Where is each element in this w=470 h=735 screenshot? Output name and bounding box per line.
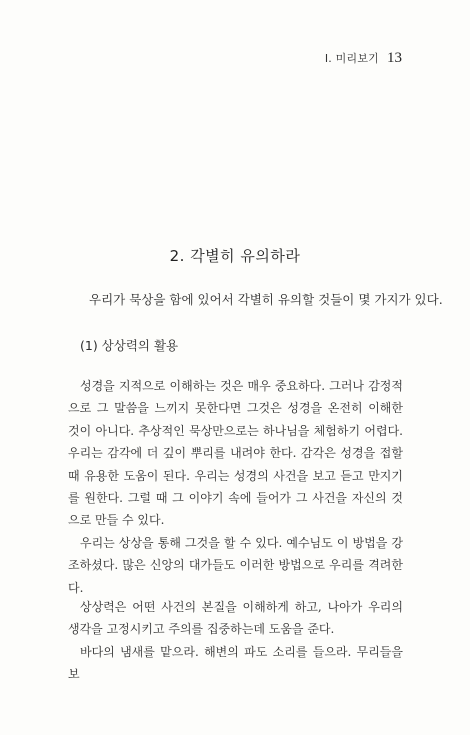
- running-header: [325, 50, 402, 67]
- body-paragraph: 우리는 상상을 통해 그것을 할 수 있다. 예수님도 이 방법을 강조하셨다. 많은 신앙의 대가들도 이러한 방법으로 우리를 격려한다.: [68, 535, 403, 595]
- body-text-block: [68, 596, 403, 686]
- body-paragraph: 바다의 냄새를 맡으라. 해변의 파도 소리를 들으라. 무리들을 보: [68, 644, 403, 682]
- section-title: 2. 각별히 유의하라: [169, 247, 301, 265]
- subsection-heading: (1) 상상력의 활용: [80, 338, 179, 353]
- chapter-label: I. 미리보기: [324, 52, 379, 65]
- page-number: 13: [387, 50, 402, 66]
- intro-sentence: 우리가 묵상을 함에 있어서 각별히 유의할 것들이 몇 가지가 있다.: [89, 292, 443, 307]
- body-paragraph: 성경을 지적으로 이해하는 것은 매우 중요하다. 그러나 감정적으로 그 말씀을 느끼지 못한다면 그것은 성경을 온전히 이해한 것이 아니다. 추상적인 묵상만으로는 하나님을 체험하기 어렵다. 우리는 감각에 더 깊이 뿌리를 내려야 한다. 감각은 성경을 접할 때 유용한 도움이 된다. 우리는 성경의 사건을 보고 듣고 만지기를 원한다. 그럴 때 그 이야기 속에 들어가 그 사건을 자신의 것으로 만들 수 있다.: [68, 379, 403, 528]
- body-text-block: [68, 375, 403, 599]
- body-paragraph: 상상력은 어떤 사건의 본질을 이해하게 하고, 나아가 우리의 생각을 고정시키고 주의를 집중하는데 도움을 준다.: [68, 600, 403, 637]
